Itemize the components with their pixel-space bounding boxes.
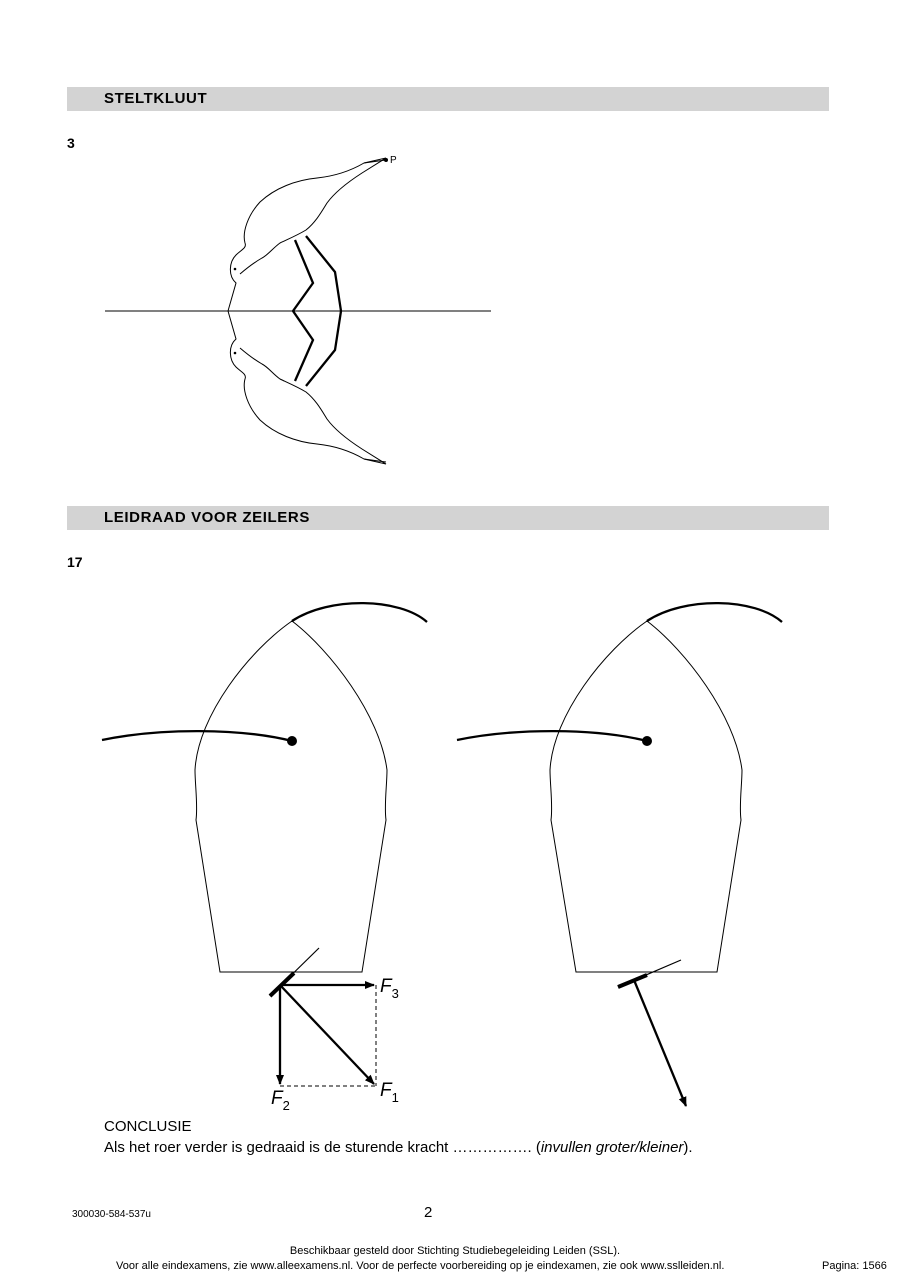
label-f1: $F_1$ <box>380 1080 399 1105</box>
boom-right <box>457 731 647 741</box>
boat-right <box>457 603 782 1106</box>
conclusion-heading: CONCLUSIE <box>104 1118 192 1135</box>
conclusion-block <box>104 1116 693 1158</box>
hull-left <box>195 621 387 972</box>
hull-right <box>550 621 742 972</box>
footer-line-1: Beschikbaar gesteld door Stichting Studiebegeleiding Leiden (SSL). <box>289 1245 621 1257</box>
jib-left <box>292 603 427 622</box>
mast-left <box>287 736 297 746</box>
section-title: LEIDRAAD VOOR ZEILERS <box>104 509 310 526</box>
page-number: 2 <box>424 1204 433 1221</box>
label-f3: $F_3$ <box>380 976 399 1001</box>
boat-left <box>102 603 427 1113</box>
section-title: STELTKLUUT <box>104 90 208 107</box>
label-f2: $F_2$ <box>271 1088 290 1113</box>
force-arrow-f1 <box>280 985 374 1084</box>
point-p-label: P <box>390 155 397 166</box>
document-code: 300030-584-537u <box>72 1209 151 1220</box>
boom-left <box>102 731 292 741</box>
footer-line-2: Voor alle eindexamens, zie www.alleexamens.nl. Voor de perfecte voorbereiding op je eindexamen, zie ook www.sslleiden.nl. <box>116 1260 725 1272</box>
jib-right <box>647 603 782 622</box>
question-number: 3 <box>67 135 75 151</box>
footer-page-label: Pagina: 1566 <box>822 1260 887 1272</box>
force-arrow-right <box>634 980 686 1106</box>
rudder-right <box>618 975 647 987</box>
mast-right <box>642 736 652 746</box>
conclusion-text: Als het roer verder is gedraaid is de sturende kracht ……………. (invullen groter/kleiner). <box>104 1139 693 1156</box>
question-number: 17 <box>67 554 83 570</box>
